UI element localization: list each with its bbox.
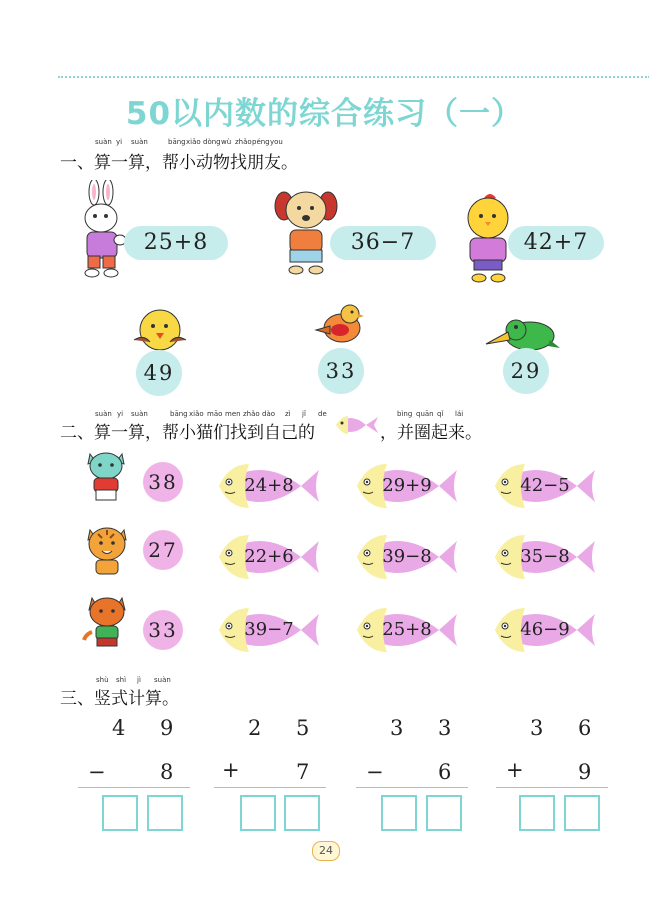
fish-card[interactable] [491,531,599,583]
top-dotted-divider [58,76,649,78]
fish-card[interactable] [215,604,323,656]
fish-equation: 39−7 [244,619,294,640]
fish-card[interactable] [215,460,323,512]
answer-box[interactable] [240,795,276,831]
cat-number-circle: 33 [143,610,183,650]
sum-line [356,787,468,788]
equation-box: 36−7 [330,226,436,260]
fish-equation: 24+8 [244,475,294,496]
pinyin: lái [455,410,464,418]
pinyin: zì [285,410,291,418]
pinyin: shì [116,676,127,684]
pinyin: quān [416,410,434,418]
tiger-cat-illustration [84,522,130,582]
operator: − [366,760,384,784]
pinyin: xiǎo [186,138,201,146]
answer-circle: 29 [503,348,549,394]
fish-equation: 35−8 [520,546,570,567]
operator: + [222,758,240,782]
sum-line [78,787,190,788]
pinyin: xiǎo [189,410,204,418]
pinyin: wù [221,138,232,146]
digit: 6 [438,760,452,784]
fish-equation: 46−9 [520,619,570,640]
section-2-label-start: 二、算一算，帮小猫们找到自己的 [60,423,315,443]
section-2-label-end: ，并圈起来。 [380,423,482,443]
fish-card[interactable] [491,460,599,512]
answer-box[interactable] [426,795,462,831]
digit: 9 [578,760,592,784]
pinyin: zhǎo [235,138,252,146]
fish-equation: 39−8 [382,546,432,567]
pinyin: de [318,410,327,418]
pinyin: yi [117,410,124,418]
operator: − [88,760,106,784]
digit: 6 [578,716,592,740]
pinyin: māo [207,410,223,418]
digit: 3 [438,716,452,740]
sum-line [496,787,608,788]
pinyin: bāng [168,138,186,146]
equation-box: 42+7 [508,226,604,260]
digit: 5 [296,716,310,740]
pinyin: suàn [131,138,148,146]
digit: 9 [160,716,174,740]
fish-card[interactable] [215,531,323,583]
teal-cat-illustration [84,448,128,508]
cat-number-circle: 38 [143,462,183,502]
digit: 4 [112,716,126,740]
pinyin: jǐ [302,410,306,418]
pinyin: men [225,410,241,418]
answer-circle: 33 [318,348,364,394]
pinyin: suàn [131,410,148,418]
page-title: 50以内数的综合练习（一） [125,96,524,132]
pinyin: suàn [95,138,112,146]
answer-box[interactable] [381,795,417,831]
answer-box[interactable] [564,795,600,831]
fish-card[interactable] [491,604,599,656]
page-number: 24 [312,841,340,861]
small-fish-icon [334,413,380,441]
digit: 3 [390,716,404,740]
answer-box[interactable] [519,795,555,831]
pinyin: suàn [95,410,112,418]
pinyin: péng [252,138,270,146]
digit: 2 [248,716,262,740]
answer-box[interactable] [284,795,320,831]
pinyin: qǐ [437,410,444,418]
fish-equation: 42−5 [520,475,570,496]
fish-card[interactable] [353,460,461,512]
fish-equation: 25+8 [382,619,432,640]
operator: + [506,758,524,782]
fish-card[interactable] [353,604,461,656]
pinyin: jì [137,676,141,684]
sum-line [214,787,326,788]
orange-cat-illustration [82,592,132,658]
section-3-label: 三、竖式计算。 [60,689,179,709]
fish-card[interactable] [353,531,461,583]
fish-equation: 22+6 [244,546,294,567]
answer-circle: 49 [136,350,182,396]
pinyin: you [270,138,283,146]
digit: 7 [296,760,310,784]
answer-box[interactable] [147,795,183,831]
equation-box: 25+8 [124,226,228,260]
pinyin: bāng [170,410,188,418]
pinyin: zhǎo [243,410,260,418]
pinyin: suàn [154,676,171,684]
pinyin: yi [116,138,123,146]
answer-box[interactable] [102,795,138,831]
digit: 8 [160,760,174,784]
cat-number-circle: 27 [143,530,183,570]
digit: 3 [530,716,544,740]
pinyin: bìng [397,410,413,418]
rabbit-illustration [74,180,130,284]
pinyin: dào [262,410,276,418]
pinyin: shù [96,676,109,684]
pinyin: dòng [203,138,221,146]
section-1-label: 一、算一算，帮小动物找朋友。 [60,153,298,173]
fish-equation: 29+9 [382,475,432,496]
